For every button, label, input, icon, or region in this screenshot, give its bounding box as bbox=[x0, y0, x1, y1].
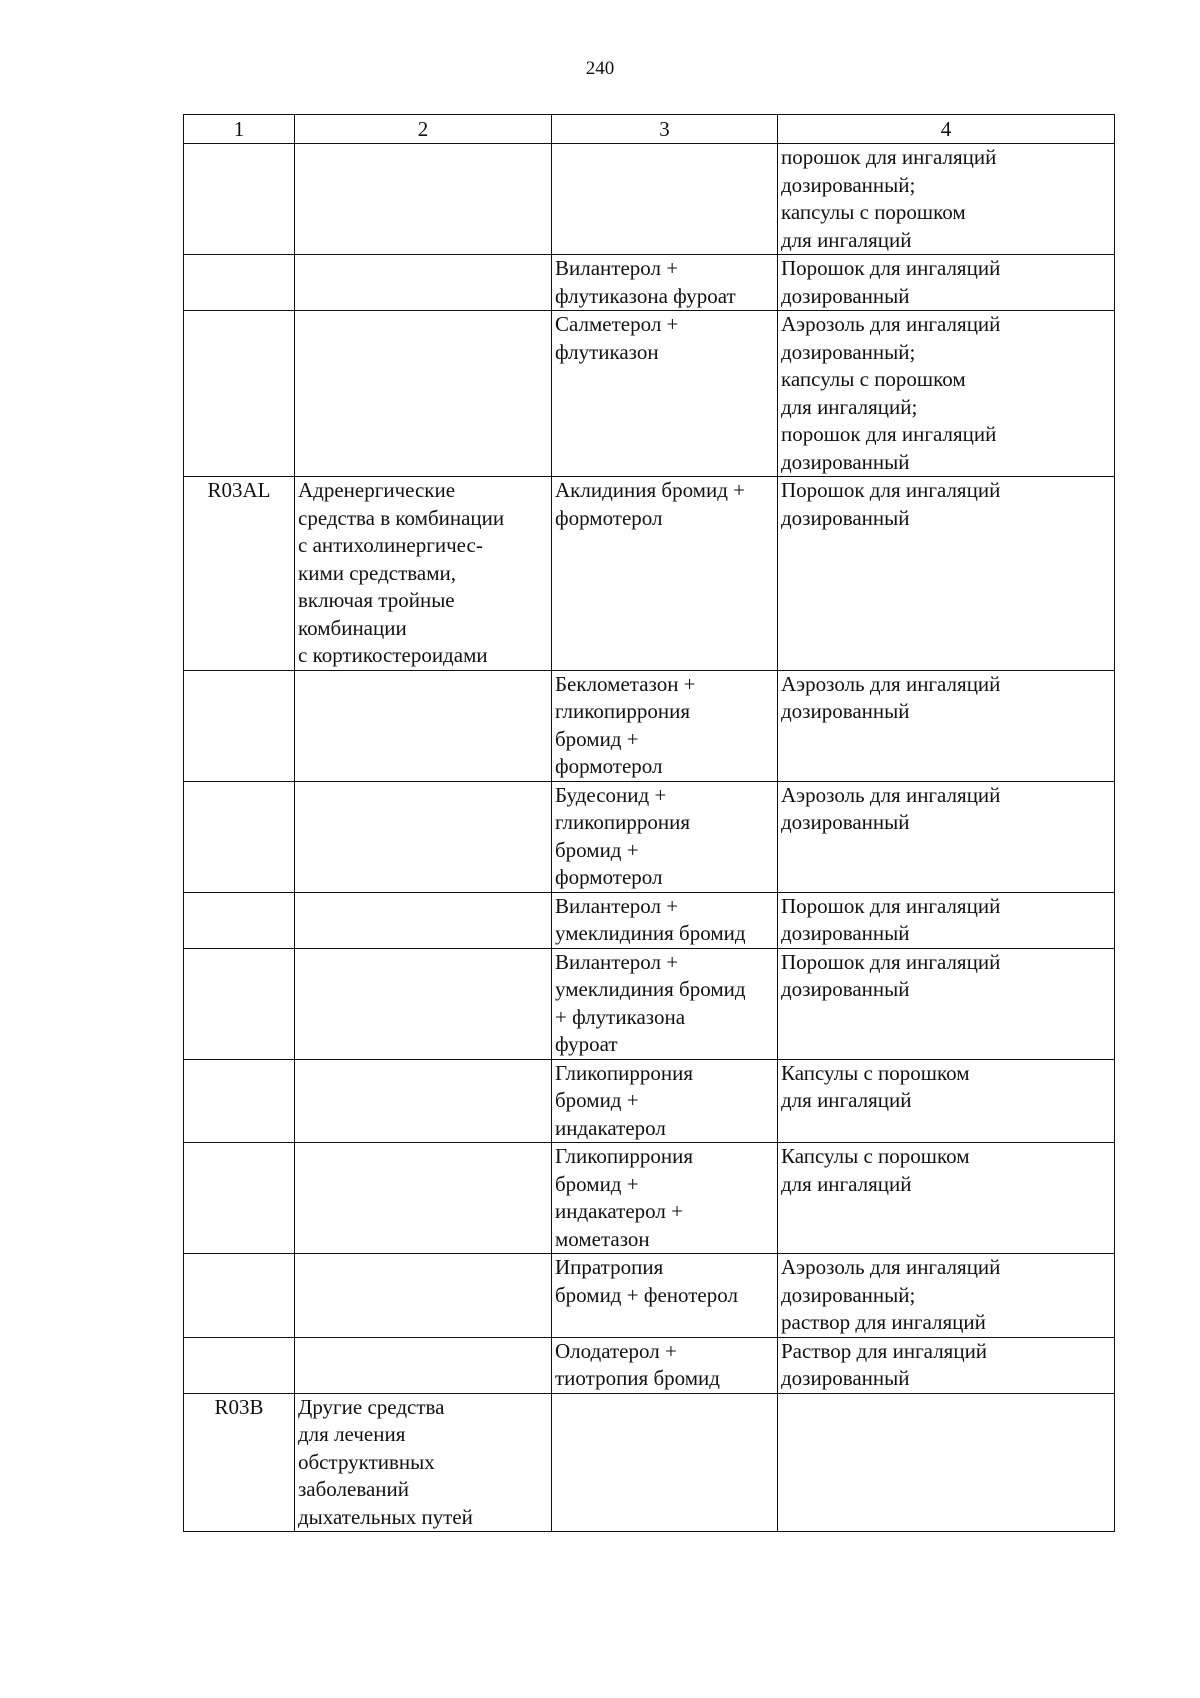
table-row bbox=[184, 670, 1115, 781]
dosage-form-cell: Аэрозоль для ингаляций дозированный; капсулы с порошком для ингаляций; порошок для ингаляций дозированный bbox=[778, 311, 1115, 477]
group-name-cell bbox=[295, 1143, 552, 1254]
group-name-cell bbox=[295, 948, 552, 1059]
drug-name-cell bbox=[552, 144, 778, 255]
drug-name-cell: Будесонид + гликопиррония бромид + формотерол bbox=[552, 781, 778, 892]
drug-name-cell: Беклометазон + гликопиррония бромид + формотерол bbox=[552, 670, 778, 781]
atc-code-cell bbox=[184, 670, 295, 781]
group-name-cell bbox=[295, 892, 552, 948]
table-row bbox=[184, 1254, 1115, 1338]
dosage-form-cell: Капсулы с порошком для ингаляций bbox=[778, 1143, 1115, 1254]
table-row bbox=[184, 1143, 1115, 1254]
table-row bbox=[184, 948, 1115, 1059]
drug-name-cell: Олодатерол + тиотропия бромид bbox=[552, 1337, 778, 1393]
drug-name-cell bbox=[552, 1393, 778, 1532]
group-name-cell bbox=[295, 1254, 552, 1338]
atc-code-cell bbox=[184, 948, 295, 1059]
dosage-form-cell: Порошок для ингаляций дозированный bbox=[778, 892, 1115, 948]
drug-name-cell: Гликопиррония бромид + индакатерол + мометазон bbox=[552, 1143, 778, 1254]
atc-code-cell bbox=[184, 1059, 295, 1143]
atc-code-cell bbox=[184, 144, 295, 255]
header-col-1: 1 bbox=[184, 115, 295, 144]
drug-name-cell: Салметерол + флутиказон bbox=[552, 311, 778, 477]
header-col-4: 4 bbox=[778, 115, 1115, 144]
dosage-form-cell: Капсулы с порошком для ингаляций bbox=[778, 1059, 1115, 1143]
atc-code-cell: R03B bbox=[184, 1393, 295, 1532]
dosage-form-cell: Порошок для ингаляций дозированный bbox=[778, 948, 1115, 1059]
drug-name-cell: Вилантерол + флутиказона фуроат bbox=[552, 255, 778, 311]
dosage-form-cell: Порошок для ингаляций дозированный bbox=[778, 255, 1115, 311]
group-name-cell: Адренергические средства в комбинации с антихолинергичес- кими средствами, включая тройные комбинации с кортикостероидами bbox=[295, 477, 552, 671]
group-name-cell bbox=[295, 144, 552, 255]
dosage-form-cell: Порошок для ингаляций дозированный bbox=[778, 477, 1115, 671]
drug-name-cell: Аклидиния бромид + формотерол bbox=[552, 477, 778, 671]
dosage-form-cell: порошок для ингаляций дозированный; капсулы с порошком для ингаляций bbox=[778, 144, 1115, 255]
table-row bbox=[184, 1337, 1115, 1393]
header-col-2: 2 bbox=[295, 115, 552, 144]
drug-name-cell: Вилантерол + умеклидиния бромид + флутиказона фуроат bbox=[552, 948, 778, 1059]
group-name-cell bbox=[295, 670, 552, 781]
group-name-cell bbox=[295, 1337, 552, 1393]
table-row bbox=[184, 255, 1115, 311]
dosage-form-cell bbox=[778, 1393, 1115, 1532]
atc-code-cell bbox=[184, 311, 295, 477]
group-name-cell bbox=[295, 1059, 552, 1143]
page-number: 240 bbox=[585, 58, 615, 79]
table-row bbox=[184, 477, 1115, 671]
table-header-row bbox=[184, 115, 1115, 144]
table-row bbox=[184, 892, 1115, 948]
dosage-form-cell: Аэрозоль для ингаляций дозированный bbox=[778, 670, 1115, 781]
drug-name-cell: Ипратропия бромид + фенотерол bbox=[552, 1254, 778, 1338]
atc-code-cell bbox=[184, 781, 295, 892]
group-name-cell: Другие средства для лечения обструктивных заболеваний дыхательных путей bbox=[295, 1393, 552, 1532]
header-col-3: 3 bbox=[552, 115, 778, 144]
drug-name-cell: Вилантерол + умеклидиния бромид bbox=[552, 892, 778, 948]
atc-code-cell bbox=[184, 1337, 295, 1393]
table-row bbox=[184, 311, 1115, 477]
table-row bbox=[184, 1393, 1115, 1532]
drug-table bbox=[183, 114, 1115, 1532]
atc-code-cell bbox=[184, 892, 295, 948]
atc-code-cell bbox=[184, 1143, 295, 1254]
atc-code-cell: R03AL bbox=[184, 477, 295, 671]
group-name-cell bbox=[295, 311, 552, 477]
dosage-form-cell: Аэрозоль для ингаляций дозированный; раствор для ингаляций bbox=[778, 1254, 1115, 1338]
dosage-form-cell: Раствор для ингаляций дозированный bbox=[778, 1337, 1115, 1393]
drug-name-cell: Гликопиррония бромид + индакатерол bbox=[552, 1059, 778, 1143]
table-row bbox=[184, 144, 1115, 255]
group-name-cell bbox=[295, 781, 552, 892]
atc-code-cell bbox=[184, 255, 295, 311]
table-row bbox=[184, 1059, 1115, 1143]
atc-code-cell bbox=[184, 1254, 295, 1338]
table-row bbox=[184, 781, 1115, 892]
dosage-form-cell: Аэрозоль для ингаляций дозированный bbox=[778, 781, 1115, 892]
group-name-cell bbox=[295, 255, 552, 311]
